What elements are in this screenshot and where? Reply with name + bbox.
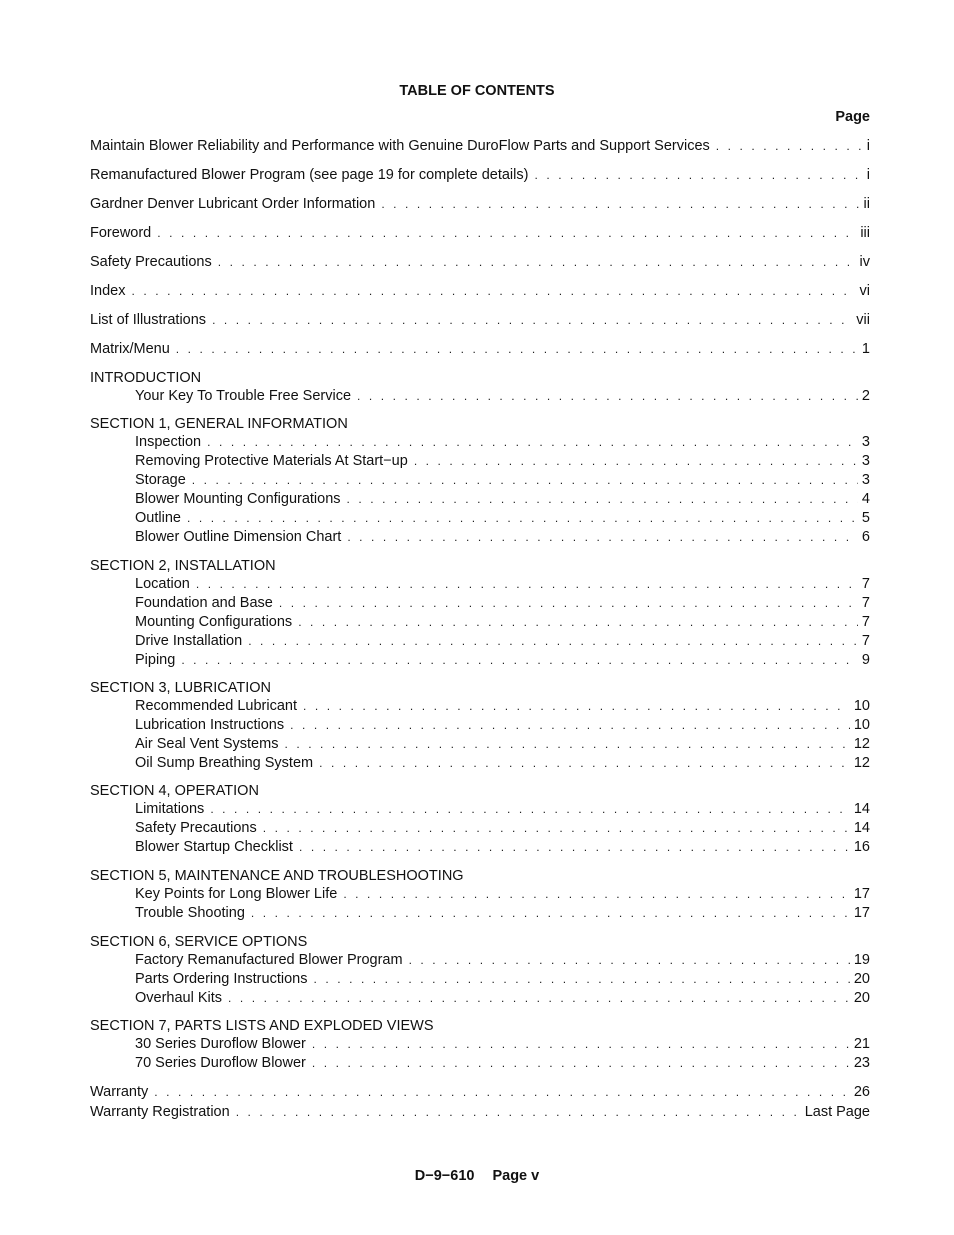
dot-leader <box>303 697 850 715</box>
dot-leader <box>192 471 858 489</box>
toc-entry <box>135 613 870 631</box>
toc-entry-label: Foundation and Base <box>135 595 273 611</box>
toc-entry <box>135 1035 870 1053</box>
dot-leader <box>409 951 850 969</box>
toc-entry <box>90 282 870 300</box>
toc-entry-label: Foreword <box>90 225 152 241</box>
toc-entry <box>135 951 870 969</box>
dot-leader <box>196 575 858 593</box>
toc-entry-page: 20 <box>853 990 870 1006</box>
toc-entry-label: Warranty <box>90 1084 149 1100</box>
toc-entry-page: 9 <box>861 652 870 668</box>
section-heading: SECTION 4, OPERATION <box>90 783 259 799</box>
toc-entry-page: 10 <box>853 717 870 733</box>
dot-leader <box>313 970 849 988</box>
toc-entry-page: 7 <box>861 633 870 649</box>
dot-leader <box>343 885 850 903</box>
toc-entry-label: 30 Series Duroflow Blower <box>135 1036 306 1052</box>
toc-entry-page: 4 <box>861 491 870 507</box>
toc-entry-label: List of Illustrations <box>90 312 207 328</box>
toc-entry-page: 2 <box>861 388 870 404</box>
dot-leader <box>357 387 858 405</box>
toc-entry-page: 20 <box>853 971 870 987</box>
toc-entry-page: iv <box>859 254 870 270</box>
toc-entry <box>135 885 870 903</box>
toc-entry-label: Outline <box>135 510 181 526</box>
section-heading: INTRODUCTION <box>90 370 202 386</box>
section-heading: SECTION 1, GENERAL INFORMATION <box>90 416 348 432</box>
toc-entry-label: Mounting Configurations <box>135 614 293 630</box>
section-heading: SECTION 3, LUBRICATION <box>90 680 272 696</box>
toc-entry-label: Gardner Denver Lubricant Order Information <box>90 196 376 212</box>
toc-entry-label: Drive Installation <box>135 633 243 649</box>
dot-leader <box>218 253 856 271</box>
toc-entry-page: 19 <box>853 952 870 968</box>
toc-entry-page: 5 <box>861 510 870 526</box>
toc-entry-page: 7 <box>861 576 870 592</box>
toc-entry-page: 3 <box>861 434 870 450</box>
toc-entry <box>135 575 870 593</box>
toc-entry-label: Blower Outline Dimension Chart <box>135 529 342 545</box>
toc-entry-label: Recommended Lubricant <box>135 698 298 714</box>
toc-entry-label: Location <box>135 576 190 592</box>
dot-leader <box>236 1103 801 1121</box>
toc-entry-label: Blower Startup Checklist <box>135 839 293 855</box>
toc-entry-page: 12 <box>853 736 870 752</box>
toc-entry-page: 23 <box>853 1055 870 1071</box>
dot-leader <box>181 651 858 669</box>
toc-entry-label: Overhaul Kits <box>135 990 223 1006</box>
toc-entry <box>90 1103 870 1121</box>
dot-leader <box>312 1035 850 1053</box>
toc-entry-page: 14 <box>853 801 870 817</box>
dot-leader <box>251 904 850 922</box>
toc-entry <box>135 697 870 715</box>
toc-entry-page: 1 <box>861 341 870 357</box>
toc-entry-label: Warranty Registration <box>90 1104 230 1120</box>
dot-leader <box>299 838 850 856</box>
toc-entry-page: 3 <box>861 453 870 469</box>
toc-entry-label: Piping <box>135 652 176 668</box>
toc-entry-page: 6 <box>861 529 870 545</box>
toc-entry <box>135 594 870 612</box>
toc-entry <box>135 509 870 527</box>
dot-leader <box>157 224 856 242</box>
toc-entry-label: Blower Mounting Configurations <box>135 491 341 507</box>
toc-entry-page: 14 <box>853 820 870 836</box>
toc-entry <box>135 754 870 772</box>
dot-leader <box>210 800 850 818</box>
dot-leader <box>414 452 858 470</box>
dot-leader <box>154 1083 850 1101</box>
toc-entry-page: 7 <box>861 595 870 611</box>
toc-entry-page: ii <box>863 196 870 212</box>
toc-entry-page: i <box>866 138 870 154</box>
toc-entry <box>90 1083 870 1101</box>
toc-entry <box>90 166 870 184</box>
dot-leader <box>319 754 850 772</box>
toc-entry <box>135 471 870 489</box>
toc-entry-label: Index <box>90 283 126 299</box>
page-footer <box>0 1168 954 1184</box>
toc-entry <box>90 195 870 213</box>
toc-entry <box>135 433 870 451</box>
toc-entry-page: vi <box>859 283 870 299</box>
section-heading: SECTION 6, SERVICE OPTIONS <box>90 934 308 950</box>
page-number: Page v <box>492 1168 540 1184</box>
page-title: TABLE OF CONTENTS <box>399 83 555 99</box>
toc-entry <box>90 311 870 329</box>
toc-entry-label: Oil Sump Breathing System <box>135 755 314 771</box>
dot-leader <box>284 735 849 753</box>
dot-leader <box>279 594 858 612</box>
dot-leader <box>228 989 850 1007</box>
dot-leader <box>716 137 863 155</box>
dot-leader <box>381 195 859 213</box>
toc-entry-page: i <box>866 167 870 183</box>
toc-entry-label: 70 Series Duroflow Blower <box>135 1055 306 1071</box>
toc-entry <box>135 904 870 922</box>
toc-entry-page: 26 <box>853 1084 870 1100</box>
document-number: D−9−610 <box>414 1168 475 1184</box>
dot-leader <box>347 528 858 546</box>
dot-leader <box>312 1054 850 1072</box>
toc-entry-label: Parts Ordering Instructions <box>135 971 308 987</box>
toc-entry-page: 12 <box>853 755 870 771</box>
section-heading: SECTION 7, PARTS LISTS AND EXPLODED VIEWS <box>90 1018 434 1034</box>
toc-entry-label: Key Points for Long Blower Life <box>135 886 338 902</box>
toc-entry-label: Limitations <box>135 801 205 817</box>
toc-entry-label: Safety Precautions <box>135 820 257 836</box>
toc-entry-page: 17 <box>853 886 870 902</box>
toc-entry <box>90 340 870 358</box>
toc-entry-label: Removing Protective Materials At Start−up <box>135 453 408 469</box>
dot-leader <box>187 509 858 527</box>
dot-leader <box>263 819 850 837</box>
toc-entry <box>135 819 870 837</box>
toc-entry-label: Your Key To Trouble Free Service <box>135 388 352 404</box>
toc-entry <box>135 838 870 856</box>
toc-entry-label: Lubrication Instructions <box>135 717 285 733</box>
dot-leader <box>290 716 850 734</box>
toc-entry <box>135 735 870 753</box>
toc-entry-label: Matrix/Menu <box>90 341 170 357</box>
toc-entry <box>135 716 870 734</box>
toc-entry <box>135 452 870 470</box>
dot-leader <box>131 282 855 300</box>
dot-leader <box>347 490 858 508</box>
toc-entry <box>135 651 870 669</box>
toc-entry <box>135 632 870 650</box>
toc-entry-label: Remanufactured Blower Program (see page 19 for complete details) <box>90 167 529 183</box>
page-column-header: Page <box>835 109 870 125</box>
toc-entry <box>135 1054 870 1072</box>
toc-entry-label: Maintain Blower Reliability and Performance with Genuine DuroFlow Parts and Support Services <box>90 138 710 154</box>
toc-entry-page: 7 <box>861 614 870 630</box>
toc-entry-label: Storage <box>135 472 186 488</box>
toc-entry-page: 21 <box>853 1036 870 1052</box>
dot-leader <box>248 632 858 650</box>
dot-leader <box>534 166 862 184</box>
toc-entry-page: 3 <box>861 472 870 488</box>
toc-entry-page: iii <box>860 225 870 241</box>
toc-entry-page: 16 <box>853 839 870 855</box>
dot-leader <box>212 311 852 329</box>
toc-entry-label: Inspection <box>135 434 202 450</box>
toc-entry <box>90 224 870 242</box>
toc-entry <box>90 253 870 271</box>
toc-entry <box>135 528 870 546</box>
toc-entry-label: Air Seal Vent Systems <box>135 736 279 752</box>
dot-leader <box>207 433 858 451</box>
toc-entry <box>135 989 870 1007</box>
toc-entry-label: Safety Precautions <box>90 254 212 270</box>
toc-entry-page: vii <box>856 312 870 328</box>
toc-entry <box>135 800 870 818</box>
toc-entry-label: Factory Remanufactured Blower Program <box>135 952 403 968</box>
dot-leader <box>176 340 858 358</box>
dot-leader <box>298 613 858 631</box>
toc-entry <box>135 970 870 988</box>
section-heading: SECTION 5, MAINTENANCE AND TROUBLESHOOTING <box>90 868 464 884</box>
section-heading: SECTION 2, INSTALLATION <box>90 558 276 574</box>
toc-entry <box>135 387 870 405</box>
toc-entry-page: 17 <box>853 905 870 921</box>
toc-entry-page: 10 <box>853 698 870 714</box>
toc-entry <box>135 490 870 508</box>
toc-entry-page: Last Page <box>804 1104 870 1120</box>
toc-entry-label: Trouble Shooting <box>135 905 245 921</box>
toc-entry <box>90 137 870 155</box>
